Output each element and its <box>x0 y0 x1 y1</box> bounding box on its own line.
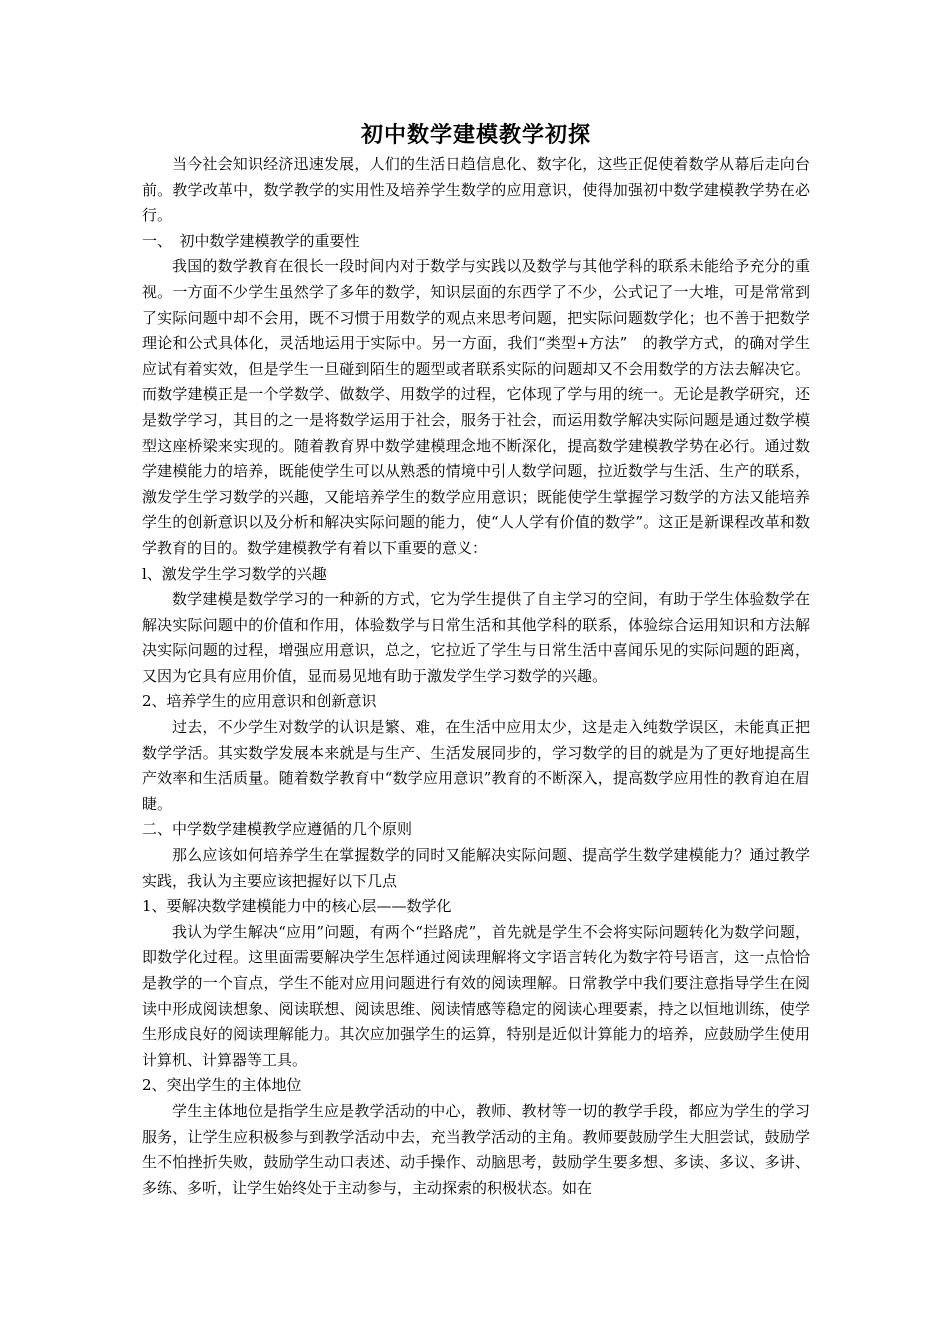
subheading-core: 1、要解决数学建模能力中的核心层——数学化 <box>142 897 452 916</box>
paragraph-importance: 我国的数学教育在很长一段时间内对于数学与实践以及数学与其他学科的联系未能给予充分的重视。一方面不少学生虽然学了多年的数学，知识层面的东西学了不少，公式记了一大堆，可是常常到了实际问题中却不会用，既不习惯于用数学的观点来思考问题，把实际问题数学化；也不善于把数学理论和公式具体化，灵活地运用于实际中。另一方面，我们“类型+方法” 的教学方式，的确对学生应试有着实效，但是学生一旦碰到陌生的题型或者联系实际的问题却又不会用数学的方法去解决它。而数学建模正是一个学数学、做数学、用数学的过程，它体现了学与用的统一。无论是教学研究，还是数学学习，其目的之一是将数学运用于社会，服务于社会，而运用数学解决实际问题是通过数学模型这座桥梁来实现的。随着教育界中数学建模理念地不断深化，提高数学建模教学势在必行。通过数学建模能力的培养，既能使学生可以从熟悉的情境中引人数学问题，拉近数学与生活、生产的联系，激发学生学习数学的兴趣，又能培养学生的数学应用意识；既能使学生掌握学习数学的方法又能培养学生的创新意识以及分析和解决实际问题的能力，使“人人学有价值的数学”。这正是新课程改革和数学教育的目的。数学建模教学有着以下重要的意义： <box>142 257 810 557</box>
subheading-subject: 2、突出学生的主体地位 <box>142 1076 302 1095</box>
section-heading-1: 一、 初中数学建模教学的重要性 <box>142 231 360 250</box>
subheading-interest: l、激发学生学习数学的兴趣 <box>142 564 327 583</box>
paragraph-subject: 学生主体地位是指学生应是教学活动的中心，教师、教材等一切的教学手段，都应为学生的学习服务，让学生应积极参与到教学活动中去，充当教学活动的主角。教师要鼓励学生大胆尝试，鼓励学生不怕挫折失败，鼓励学生动口表述、动手操作、动脑思考，鼓励学生要多想、多读、多议、多讲、多练、多听，让学生始终处于主动参与，主动探索的积极状态。如在 <box>142 1101 810 1197</box>
intro-paragraph: 当今社会知识经济迅速发展，人们的生活日趋信息化、数字化，这些正促使着数学从幕后走向台前。教学改革中，数学教学的实用性及培养学生数学的应用意识，使得加强初中数学建模教学势在必行。 <box>142 155 810 225</box>
section-heading-2: 二、中学数学建模教学应遵循的几个原则 <box>142 820 413 839</box>
document-page <box>142 118 810 1201</box>
paragraph-interest: 数学建模是数学学习的一种新的方式，它为学生提供了自主学习的空间，有助于学生体验数学在解决实际问题中的价值和作用，体验数学与日常生活和其他学科的联系，体验综合运用知识和方法解决实际问题的过程，增强应用意识，总之，它拉近了学生与日常生活中喜闻乐见的实际问题的距离，又因为它具有应用价值，显而易见地有助于激发学生学习数学的兴趣。 <box>142 590 810 685</box>
paragraph-awareness: 过去，不少学生对数学的认识是繁、难，在生活中应用太少，这是走入纯数学误区，未能真正把数学学活。其实数学发展本来就是与生产、生活发展同步的，学习数学的目的就是为了更好地提高生产效率和生活质量。随着数学教育中“数学应用意识”教育的不断深入，提高数学应用性的教育迫在眉睫。 <box>142 718 810 813</box>
paragraph-core: 我认为学生解决“应用”问题，有两个“拦路虎”，首先就是学生不会将实际问题转化为数学问题，即数学化过程。这里面需要解决学生怎样通过阅读理解将文字语言转化为数字符号语言，这一点恰恰是教学的一个盲点，学生不能对应用问题进行有效的阅读理解。日常教学中我们要注意指导学生在阅读中形成阅读想象、阅读联想、阅读思维、阅读情感等稳定的阅读心理要素，持之以恒地训练，使学生形成良好的阅读理解能力。其次应加强学生的运算，特别是近似计算能力的培养，应鼓励学生使用计算机、计算器等工具。 <box>142 922 810 1069</box>
document-title: 初中数学建模教学初探 <box>360 122 591 148</box>
subheading-awareness: 2、培养学生的应用意识和创新意识 <box>142 692 377 711</box>
paragraph-principles: 那么应该如何培养学生在掌握数学的同时又能解决实际问题、提高学生数学建模能力？通过教学实践，我认为主要应该把握好以下几点 <box>142 846 810 890</box>
